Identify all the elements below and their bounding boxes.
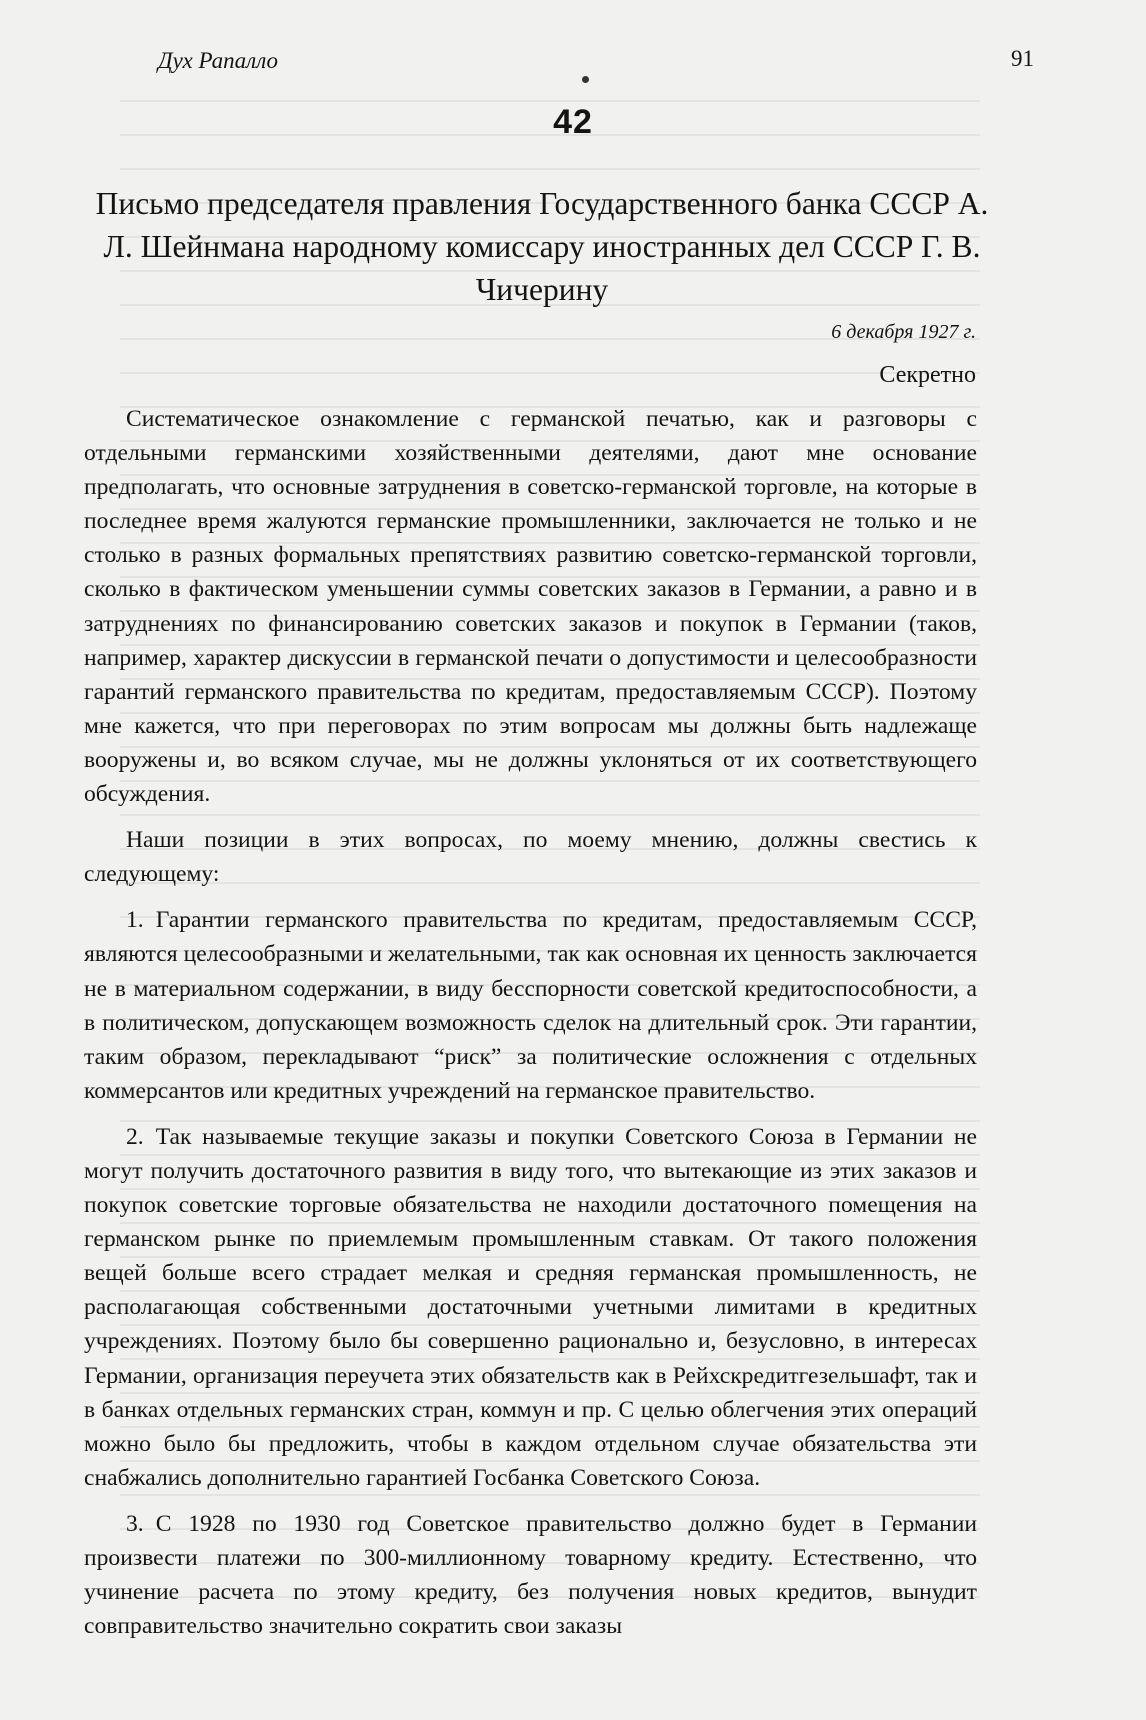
list-item-number: 3. (126, 1510, 144, 1537)
document-date: 6 декабря 1927 г. (831, 321, 976, 343)
paragraph: Систематическое ознакомление с германской печатью, как и разговоры с отдельными германскими хозяйственными деятелями, дают мне основание предполагать, что основные затруднения в советско-германской торговле, на которые в последнее время жалуются германские промышленники, заключается не только и не столько в разных формальных препятствиях развитию советско-германской торговли, сколько в фактическом уменьшении суммы советских заказов в Германии, а равно и в затруднениях по финансированию советских заказов и покупок в Германии (таков, например, характер дискуссии в германской печати о допустимости и целесообразности гарантий германского правительства по кредитам, предоставляемым СССР). Поэтому мне кажется, что при переговорах по этим вопросам мы должны быть надлежаще вооружены и, во всяком случае, мы не должны уклоняться от их соответствующего обсуждения. (84, 406, 977, 808)
list-item-number: 2. (126, 1123, 144, 1150)
list-item (84, 903, 977, 1108)
document-body (84, 402, 977, 1643)
list-item-text: Гарантии германского правительства по кредитам, предоставляемым СССР, являются целесообразными и желательными, так как основная их ценность заключается не в материальном содержании, в виду бесспорности советской кредитоспособности, а в политическом, допускающем возможность сделок на длительный срок. Эти гарантии, таким образом, перекладывают “риск” за политические осложнения с отдельных коммерсантов или кредитных учреждений на германское правительство. (84, 907, 977, 1104)
classification-label: Секретно (879, 362, 976, 388)
running-head: Дух Рапалло (158, 48, 279, 73)
list-item (84, 1507, 977, 1643)
document-number: 42 (553, 103, 593, 141)
page-number: 91 (1011, 46, 1034, 71)
list-item-text: С 1928 по 1930 год Советское правительство должно будет в Германии произвести платежи по 300-миллионному товарному кредиту. Естественно, что учинение расчета по этому кредиту, без получения новых кредитов, вынудит совправительство значительно сократить свои заказы (84, 1510, 977, 1640)
document-title: Письмо председателя правления Государственного банка СССР А. Л. Шейнмана народному комиссару иностранных дел СССР Г. В. Чичерину (95, 186, 989, 307)
list-item (84, 1120, 977, 1495)
ink-dot (582, 76, 589, 83)
list-item-number: 1. (126, 907, 144, 934)
list-item-text: Так называемые текущие заказы и покупки Советского Союза в Германии не могут получить достаточного развития в виду того, что вытекающие из этих заказов и покупок советские торговые обязательства не находили достаточного помещения на германском рынке по приемлемым промышленным ставкам. От такого положения вещей больше всего страдает мелкая и средняя германская промышленность, не располагающая собственными достаточными учетными лимитами в кредитных учреждениях. Поэтому было бы совершенно рационально и, безусловно, в интересах Германии, организация переучета этих обязательств как в Рейхскредитгезельшафт, так и в банках отдельных германских стран, коммун и пр. С целью облегчения этих операций можно было бы предложить, чтобы в каждом отдельном случае обязательства эти снабжались дополнительно гарантией Госбанка Советского Союза. (84, 1123, 977, 1491)
paragraph: Наши позиции в этих вопросах, по моему мнению, должны свестись к следующему: (84, 827, 977, 888)
